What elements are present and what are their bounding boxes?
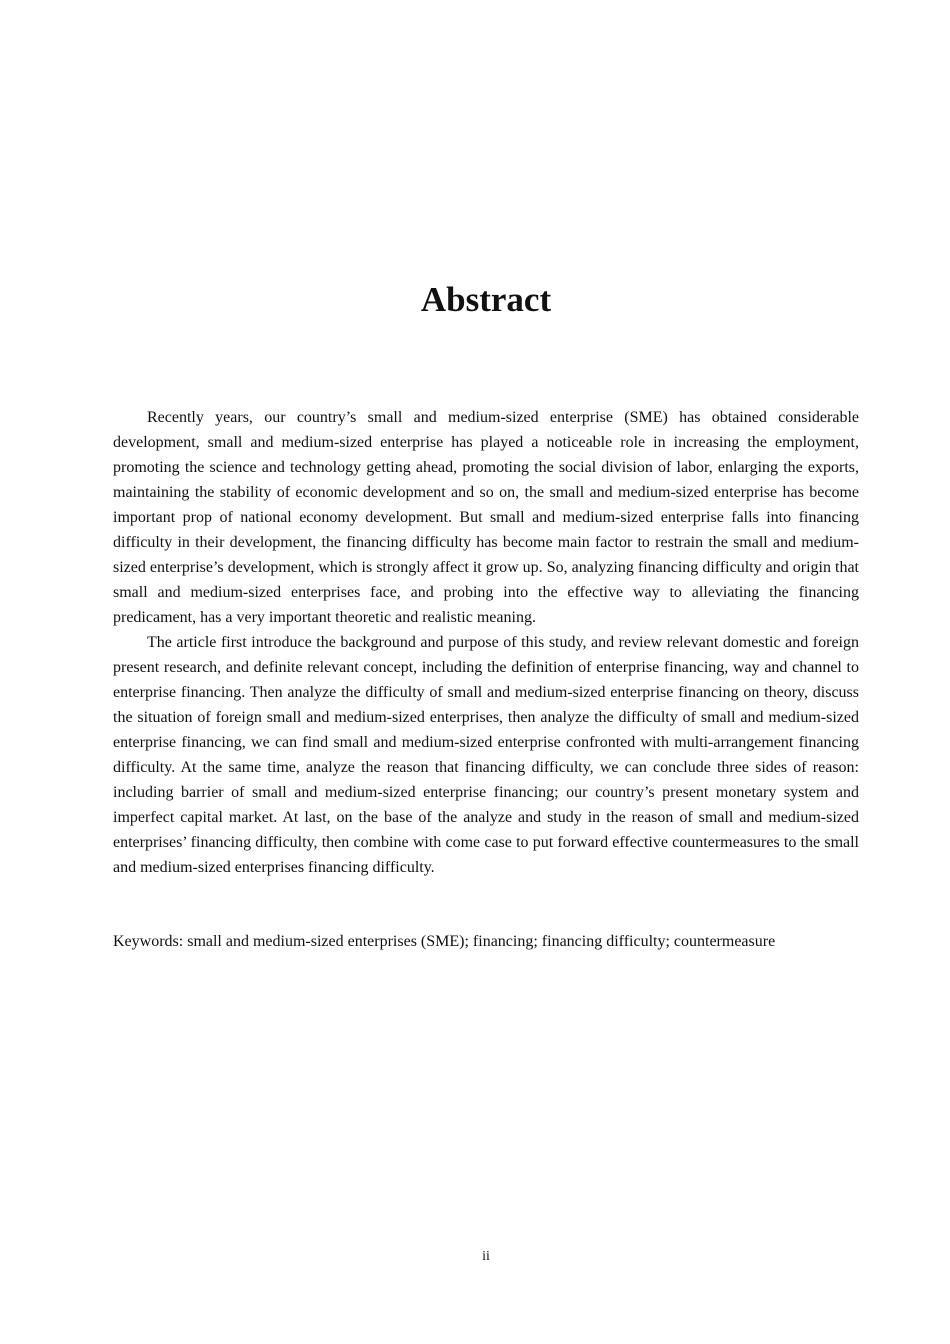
abstract-paragraph-1: Recently years, our country’s small and medium-sized enterprise (SME) has obtained considerable development, small and medium-sized enterprise has played a noticeable role in increasing the employment, promoting the science and technology getting ahead, promoting the social division of labor, enlarging the exports, maintaining the stability of economic development and so on, the small and medium-sized enterprise has become important prop of national economy development. But small and medium-sized enterprise falls into financing difficulty in their development, the financing difficulty has become main factor to restrain the small and medium-sized enterprise’s development, which is strongly affect it grow up. So, analyzing financing difficulty and origin that small and medium-sized enterprises face, and probing into the effective way to alleviating the financing predicament, has a very important theoretic and realistic meaning. bbox=[113, 409, 859, 626]
abstract-paragraph-2: The article first introduce the background and purpose of this study, and review relevant domestic and foreign present research, and definite relevant concept, including the definition of enterprise financing, way and channel to enterprise financing. Then analyze the difficulty of small and medium-sized enterprise financing on theory, discuss the situation of foreign small and medium-sized enterprises, then analyze the difficulty of small and medium-sized enterprise financing, we can find small and medium-sized enterprise confronted with multi-arrangement financing difficulty. At the same time, analyze the reason that financing difficulty, we can conclude three sides of reason: including barrier of small and medium-sized enterprise financing; our country’s present monetary system and imperfect capital market. At last, on the base of the analyze and study in the reason of small and medium-sized enterprises’ financing difficulty, then combine with come case to put forward effective countermeasures to the small and medium-sized enterprises financing difficulty. bbox=[113, 634, 859, 876]
abstract-body bbox=[113, 405, 859, 880]
keywords-line: Keywords: small and medium-sized enterprises (SME); financing; financing difficulty; countermeasure bbox=[113, 933, 776, 950]
page-number: ii bbox=[482, 1249, 490, 1264]
abstract-title: Abstract bbox=[420, 280, 552, 319]
